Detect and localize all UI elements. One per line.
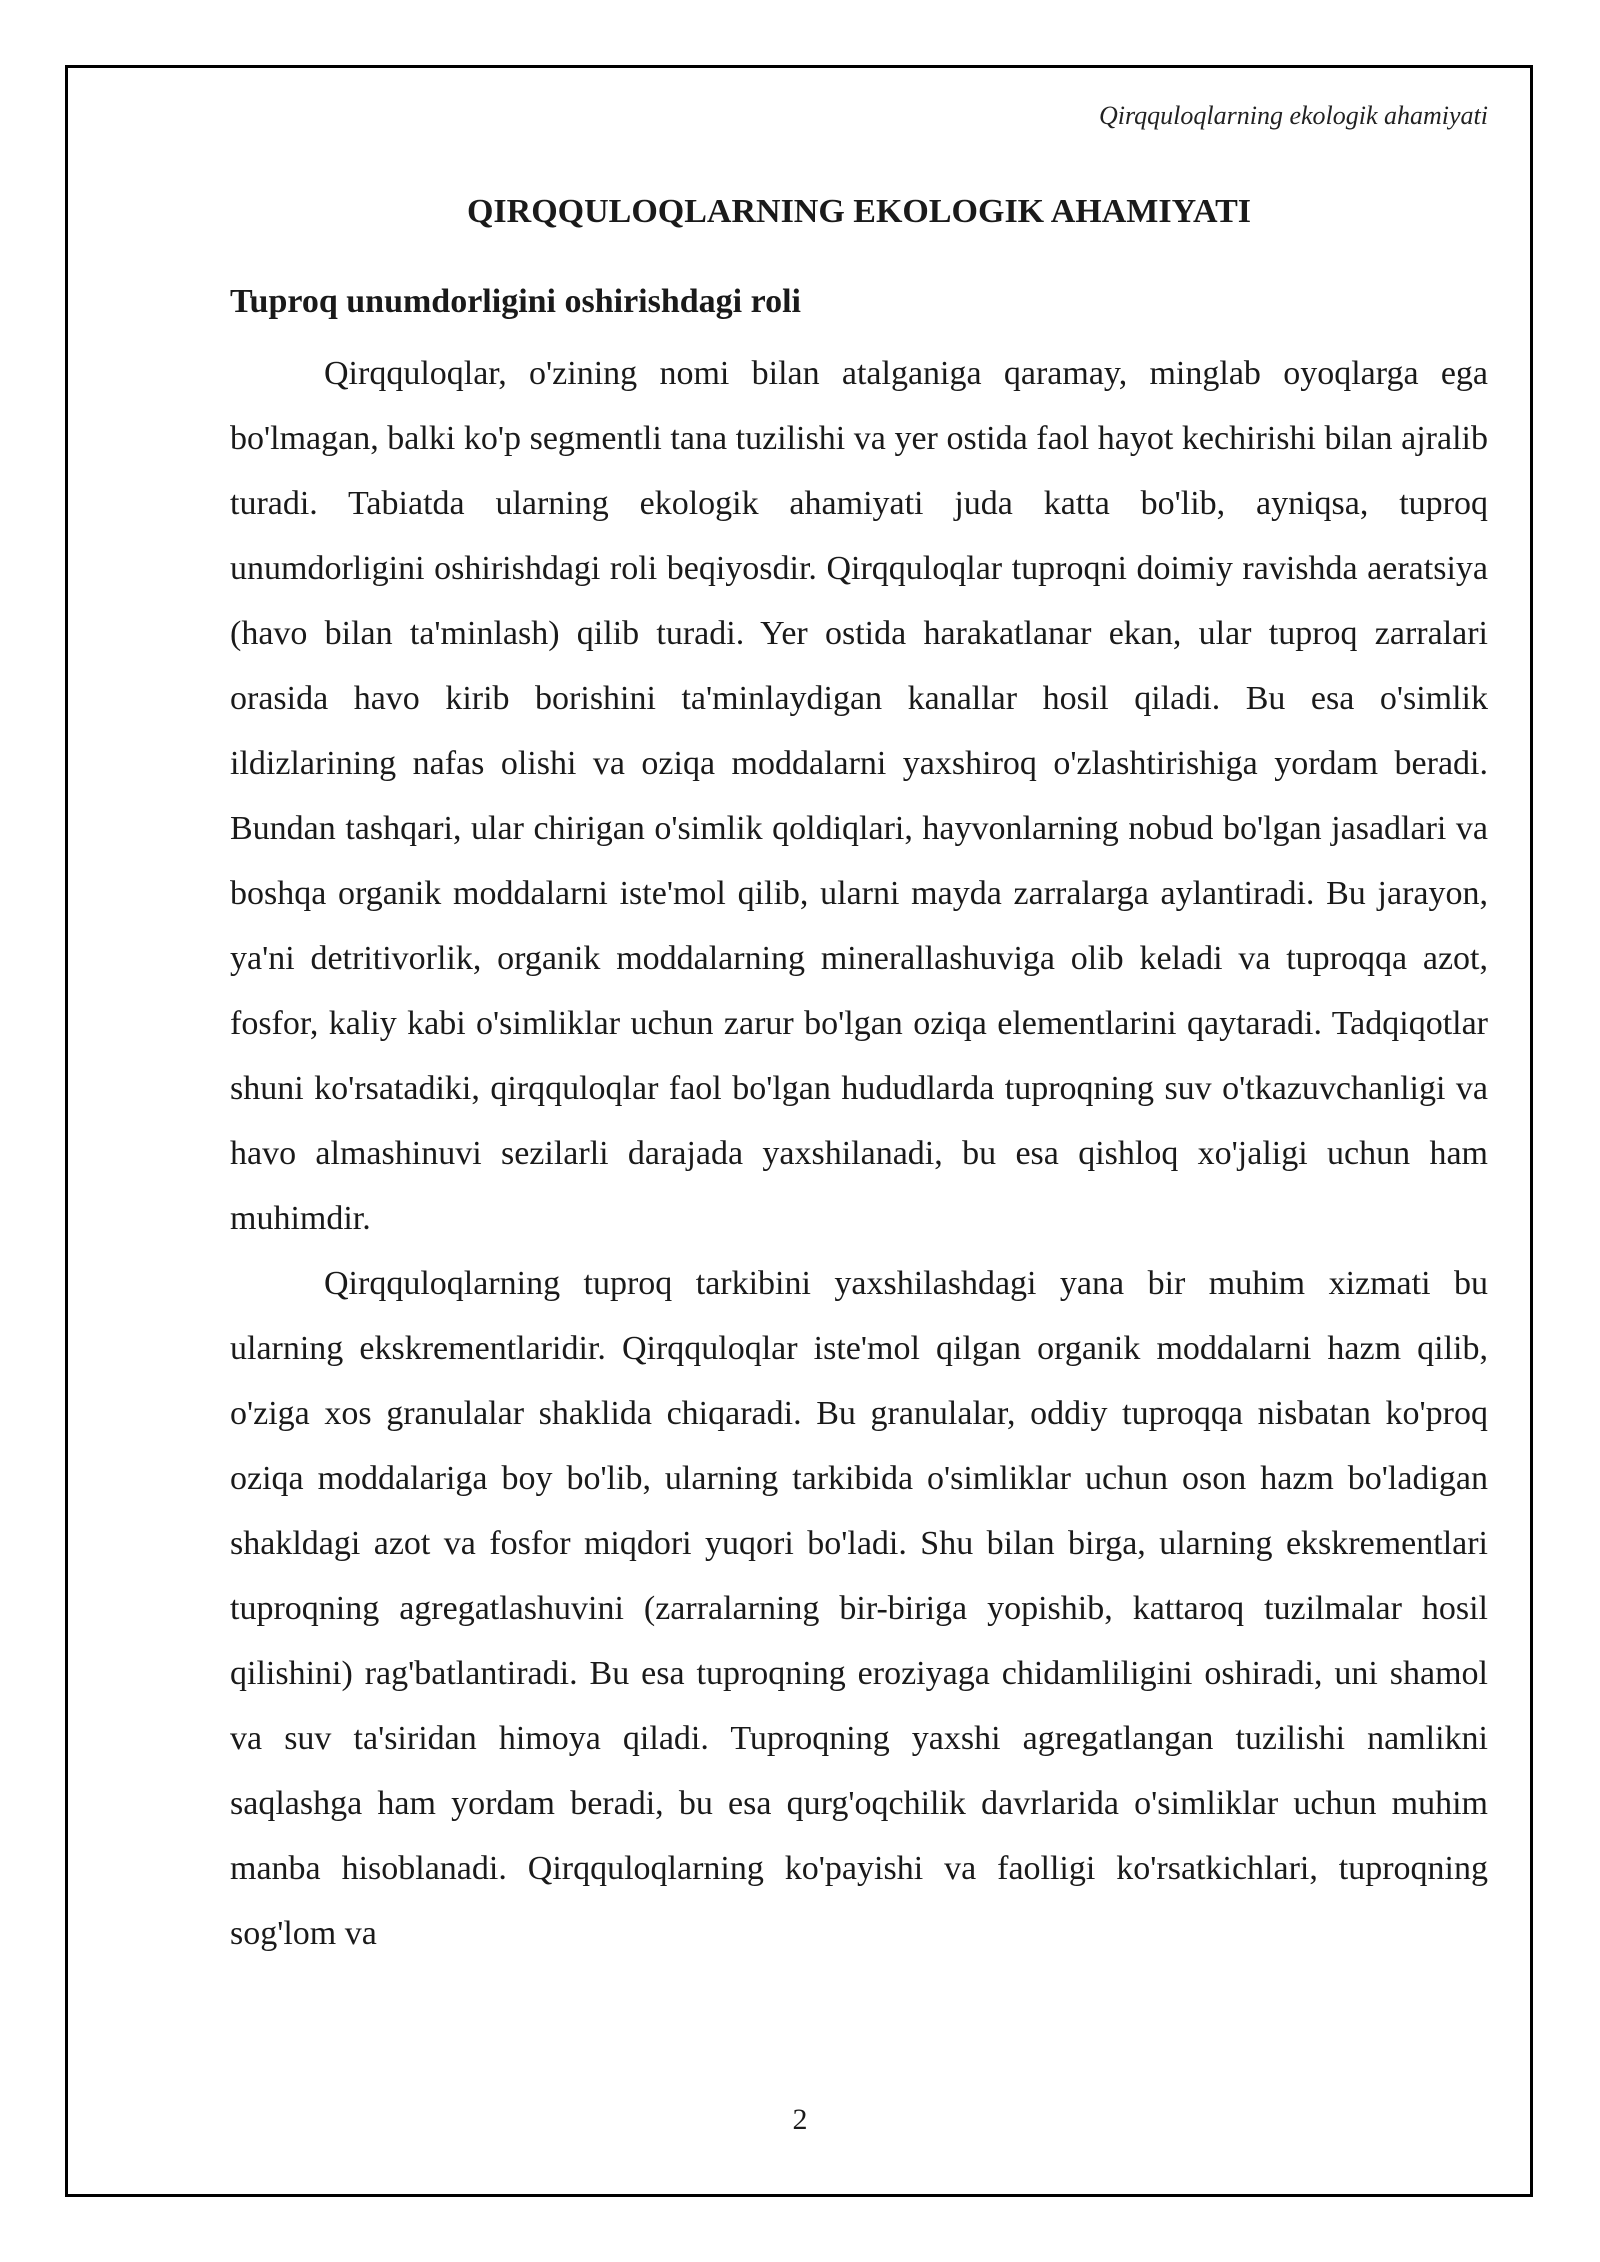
- document-title: QIRQQULOQLARNING EKOLOGIK AHAMIYATI: [466, 193, 1251, 230]
- paragraph-2: Qirqquloqlarning tuproq tarkibini yaxshilashdagi yana bir muhim xizmati bu ularning ekskrementlaridir. Qirqquloqlar iste'mol qilgan organik moddalarni hazm qilib, o'ziga xos granulalar shaklida chiqaradi. Bu granulalar, oddiy tuproqqa nisbatan ko'proq oziqa moddalariga boy bo'lib, ularning tarkibida o'simliklar uchun oson hazm bo'ladigan shakldagi azot va fosfor miqdori yuqori bo'ladi. Shu bilan birga, ularning ekskrementlari tuproqning agregatlashuvini (zarralarning bir-biriga yopishib, kattaroq tuzilmalar hosil qilishini) rag'batlantiradi. Bu esa tuproqning eroziyaga chidamliligini oshiradi, uni shamol va suv ta'siridan himoya qiladi. Tuproqning yaxshi agregatlangan tuzilishi namlikni saqlashga ham yordam beradi, bu esa qurg'oqchilik davrlarida o'simliklar uchun muhim manba hisoblanadi. Qirqquloqlarning ko'payishi va faolligi ko'rsatkichlari, tuproqning sog'lom va: [230, 1265, 1488, 1952]
- page-number: 2: [792, 2103, 808, 2136]
- document-body: [230, 185, 1488, 1966]
- section-heading: Tuproq unumdorligini oshirishdagi roli: [230, 283, 801, 320]
- paragraph-1: Qirqquloqlar, o'zining nomi bilan atalganiga qaramay, minglab oyoqlarga ega bo'lmagan, balki ko'p segmentli tana tuzilishi va yer ostida faol hayot kechirishi bilan ajralib turadi. Tabiatda ularning ekologik ahamiyati juda katta bo'lib, ayniqsa, tuproq unumdorligini oshirishdagi roli beqiyosdir. Qirqquloqlar tuproqni doimiy ravishda aeratsiya (havo bilan ta'minlash) qilib turadi. Yer ostida harakatlanar ekan, ular tuproq zarralari orasida havo kirib borishini ta'minlaydigan kanallar hosil qiladi. Bu esa o'simlik ildizlarining nafas olishi va oziqa moddalarni yaxshiroq o'zlashtirishiga yordam beradi. Bundan tashqari, ular chirigan o'simlik qoldiqlari, hayvonlarning nobud bo'lgan jasadlari va boshqa organik moddalarni iste'mol qilib, ularni mayda zarralarga aylantiradi. Bu jarayon, ya'ni detritivorlik, organik moddalarning minerallashuviga olib keladi va tuproqqa azot, fosfor, kaliy kabi o'simliklar uchun zarur bo'lgan oziqa elementlarini qaytaradi. Tadqiqotlar shuni ko'rsatadiki, qirqquloqlar faol bo'lgan hududlarda tuproqning suv o'tkazuvchanligi va havo almashinuvi sezilarli darajada yaxshilanadi, bu esa qishloq xo'jaligi uchun ham muhimdir.: [230, 355, 1488, 1237]
- running-header: Qirqquloqlarning ekologik ahamiyati: [1099, 101, 1488, 130]
